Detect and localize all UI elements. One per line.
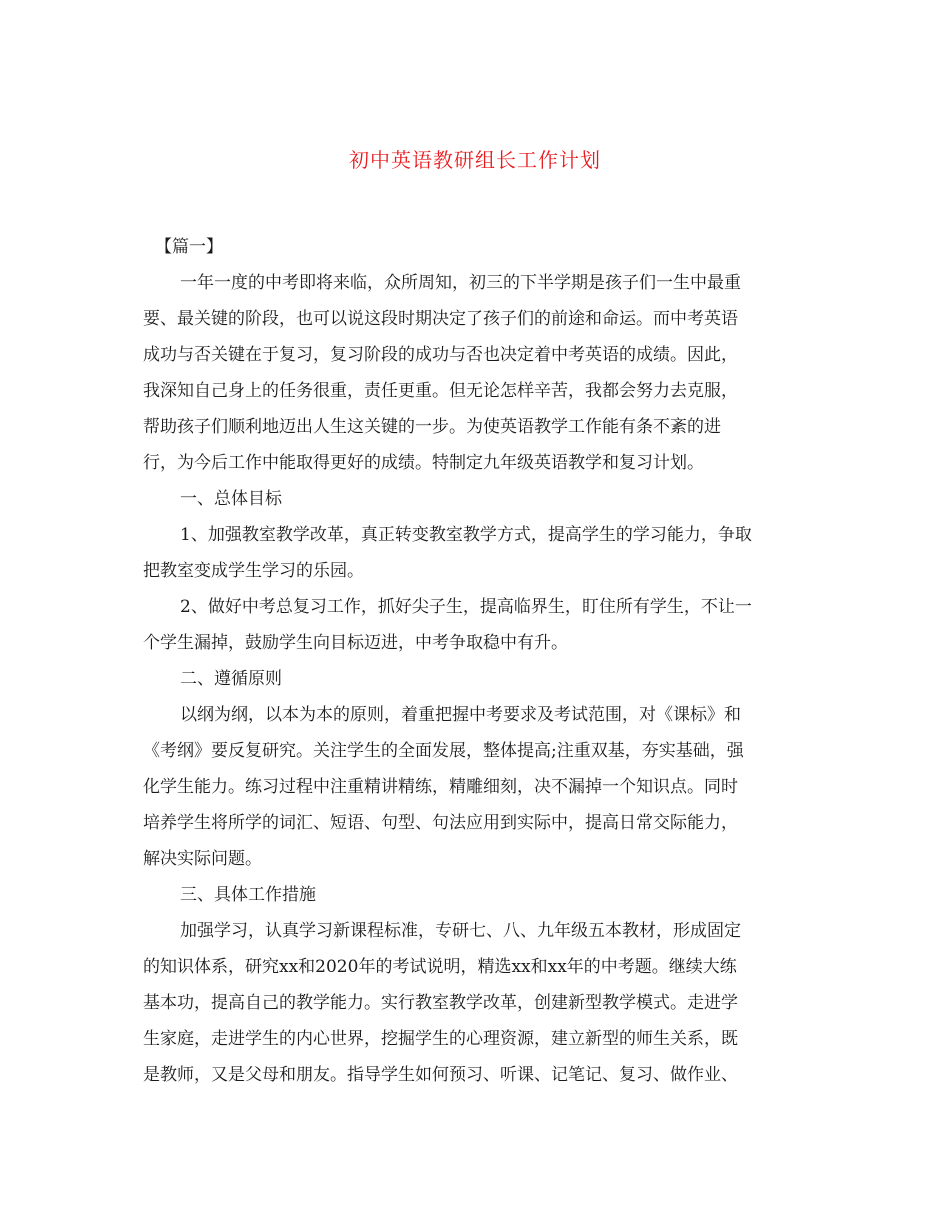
paragraph-line: 化学生能力。练习过程中注重精讲精练，精雕细刻，决不漏掉一个知识点。同时: [143, 777, 738, 797]
section-heading: 一、总体目标: [180, 489, 282, 509]
paragraph-line: 成功与否关键在于复习，复习阶段的成功与否也决定着中考英语的成绩。因此，: [143, 345, 738, 365]
paragraph-line: 培养学生将所学的词汇、短语、句型、句法应用到实际中，提高日常交际能力，: [143, 813, 738, 833]
section-heading: 二、遵循原则: [180, 669, 282, 689]
section-label: 【篇一】: [155, 237, 223, 257]
paragraph-line: 把教室变成学生学习的乐园。: [143, 561, 364, 581]
section-heading: 三、具体工作措施: [180, 885, 316, 905]
paragraph-line: 要、最关键的阶段，也可以说这段时期决定了孩子们的前途和命运。而中考英语: [143, 309, 738, 329]
paragraph-line: 个学生漏掉，鼓励学生向目标迈进，中考争取稳中有升。: [143, 633, 568, 653]
paragraph-line: 一年一度的中考即将来临，众所周知，初三的下半学期是孩子们一生中最重: [180, 273, 741, 293]
paragraph-line: 2、做好中考总复习工作，抓好尖子生，提高临界生，盯住所有学生，不让一: [180, 597, 752, 617]
document-body: [143, 229, 808, 1093]
paragraph-line: 生家庭，走进学生的内心世界，挖掘学生的心理资源，建立新型的师生关系，既: [143, 1029, 738, 1049]
paragraph-line: 1、加强教室教学改革，真正转变教室教学方式，提高学生的学习能力，争取: [180, 525, 752, 545]
paragraph-line: 加强学习，认真学习新课程标准，专研七、八、九年级五本教材，形成固定: [180, 921, 741, 941]
document-title: 初中英语教研组长工作计划: [349, 148, 601, 172]
paragraph-line: 基本功，提高自己的教学能力。实行教室教学改革，创建新型教学模式。走进学: [143, 993, 738, 1013]
paragraph-line: 我深知自己身上的任务很重，责任更重。但无论怎样辛苦，我都会努力去克服，: [143, 381, 738, 401]
paragraph-line: 帮助孩子们顺利地迈出人生这关键的一步。为使英语教学工作能有条不紊的进: [143, 417, 721, 437]
paragraph-line: 以纲为纲，以本为本的原则，着重把握中考要求及考试范围，对《课标》和: [180, 705, 741, 725]
paragraph-line: 解决实际问题。: [143, 849, 262, 869]
paragraph-line: 行，为今后工作中能取得更好的成绩。特制定九年级英语教学和复习计划。: [143, 453, 704, 473]
paragraph-line: 的知识体系，研究xx和2020年的考试说明，精选xx和xx年的中考题。继续大练: [143, 957, 737, 977]
paragraph-line: 《考纲》要反复研究。关注学生的全面发展，整体提高;注重双基，夯实基础，强: [143, 741, 744, 761]
paragraph-line: 是教师，又是父母和朋友。指导学生如何预习、听课、记笔记、复习、做作业、: [143, 1065, 738, 1085]
